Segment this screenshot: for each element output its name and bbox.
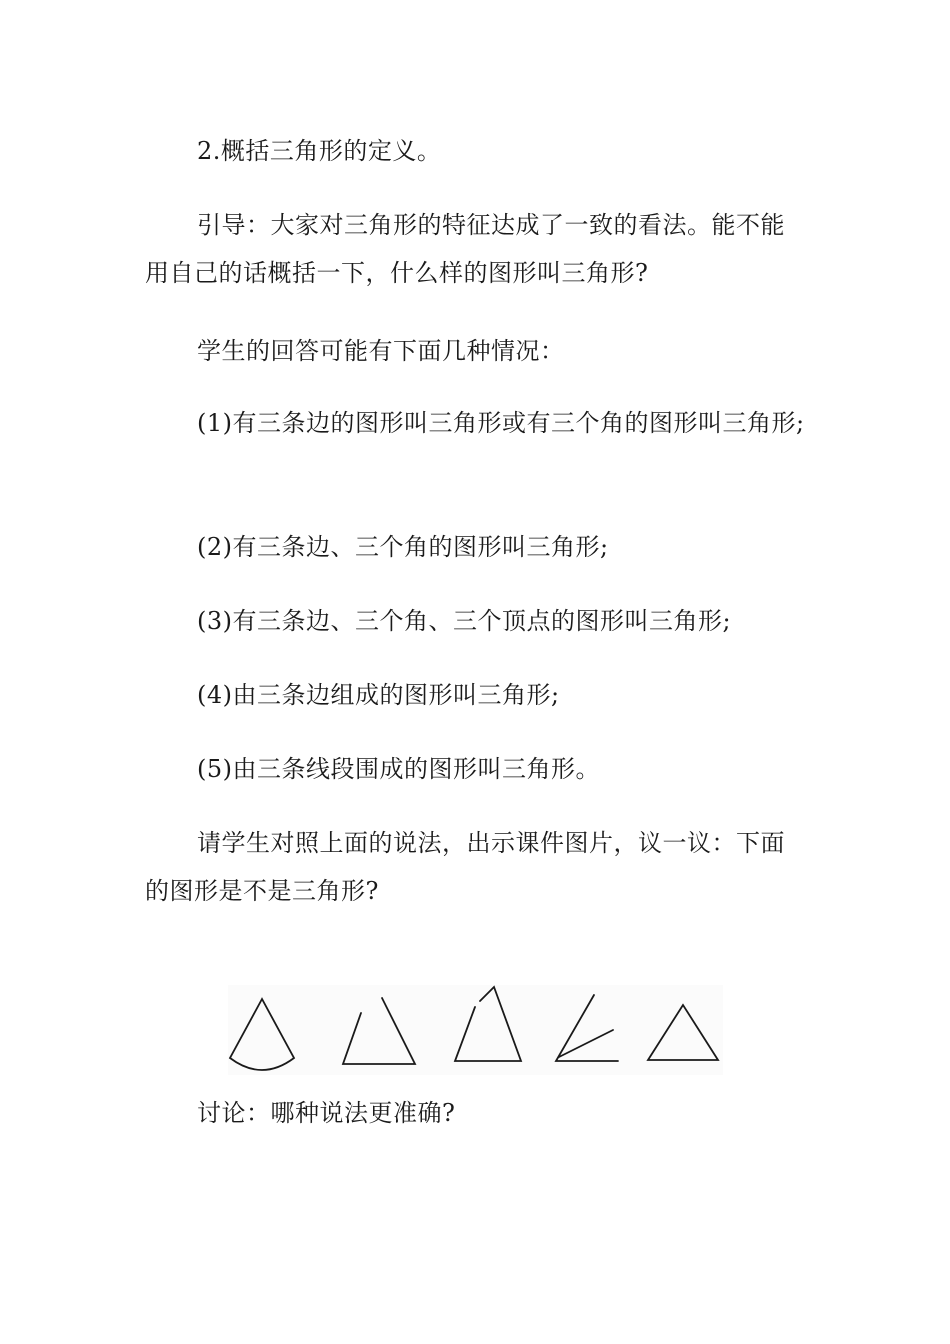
answer-item-4: (4)由三条边组成的图形叫三角形;	[197, 681, 560, 709]
gapped-triangle-icon	[455, 987, 521, 1061]
closed-triangle-icon	[648, 1005, 718, 1060]
sector-shape-icon	[230, 999, 294, 1070]
shapes-figure-svg	[228, 985, 723, 1075]
answer-item-3: (3)有三条边、三个角、三个顶点的图形叫三角形;	[197, 607, 732, 635]
shapes-figure	[228, 985, 723, 1075]
section-heading: 2.概括三角形的定义。	[197, 137, 442, 165]
open-triangle-icon	[343, 998, 415, 1064]
answer-item-2: (2)有三条边、三个角的图形叫三角形;	[197, 533, 609, 561]
guide-paragraph: 引导：大家对三角形的特征达成了一致的看法。能不能用自己的话概括一下，什么样的图形叫三角形?	[145, 211, 785, 287]
answer-item-5: (5)由三条线段围成的图形叫三角形。	[197, 755, 600, 783]
answers-intro: 学生的回答可能有下面几种情况：	[197, 337, 565, 365]
angle-rays-icon	[556, 995, 618, 1061]
discussion-question: 讨论：哪种说法更准确?	[197, 1099, 456, 1127]
discussion-prompt: 请学生对照上面的说法，出示课件图片，议一议：下面的图形是不是三角形?	[145, 829, 785, 905]
answer-item-1: (1)有三条边的图形叫三角形或有三个角的图形叫三角形;	[197, 409, 805, 437]
